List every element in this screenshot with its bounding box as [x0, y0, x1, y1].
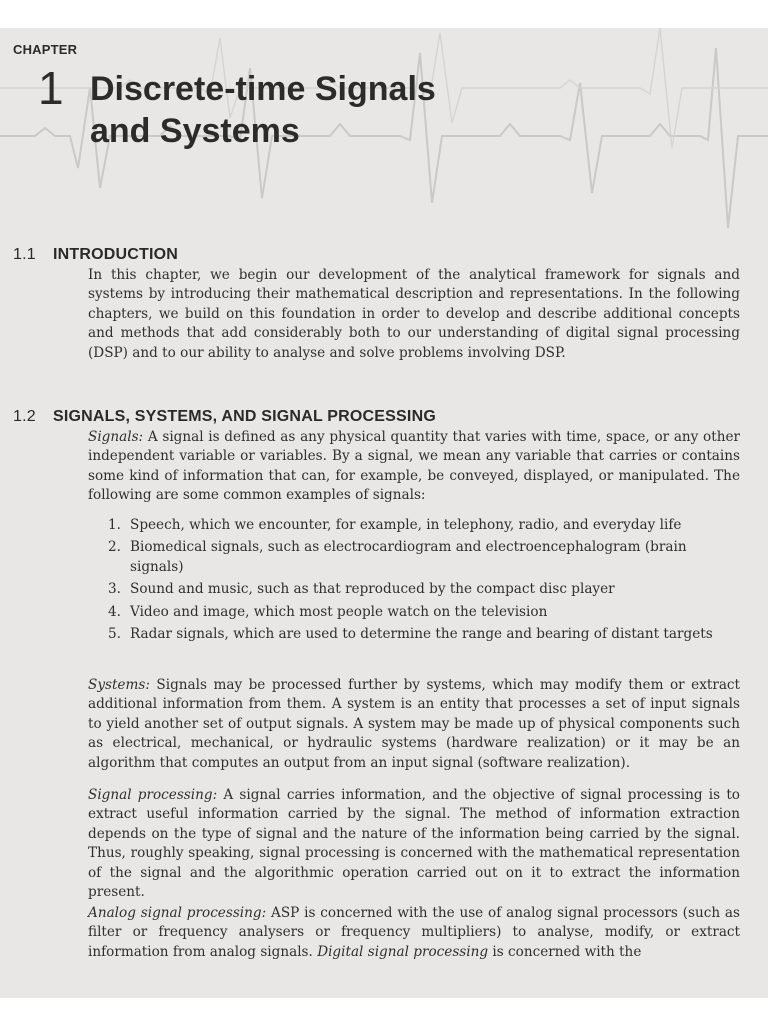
- section-title: INTRODUCTION: [53, 246, 179, 263]
- book-page: [0, 28, 768, 998]
- paragraph-text-tail: is concerned with the: [488, 943, 642, 960]
- term-analog-signal-processing: Analog signal processing:: [88, 905, 267, 921]
- list-number: 4.: [108, 603, 121, 620]
- term-systems: Systems:: [88, 677, 150, 693]
- chapter-title-line-1: Discrete-time Signals: [90, 70, 436, 108]
- list-number: 5.: [108, 626, 121, 643]
- list-item: [108, 603, 740, 622]
- signal-examples-list: [108, 516, 740, 647]
- list-text: Speech, which we encounter, for example, in telephony, radio, and everyday life: [130, 517, 682, 533]
- section-heading-introduction: [13, 246, 178, 264]
- chapter-label: CHAPTER: [13, 42, 78, 57]
- list-item: [108, 580, 740, 599]
- list-text: Sound and music, such as that reproduced by the compact disc player: [130, 581, 615, 598]
- paragraph-text: In this chapter, we begin our development of the analytical framework for signals and systems by introducing their mathematical description and representations. In the following chapters, we build on this foundation in order to develop and describe additional concepts and methods that add considerably both to our understanding of digital signal processing (DSP) and to our ability to analyse and solve problems involving DSP.: [88, 267, 740, 361]
- section-number: 1.2: [13, 408, 36, 425]
- signal-processing-paragraph: [88, 786, 740, 902]
- section-number: 1.1: [13, 246, 36, 263]
- introduction-paragraph: [88, 266, 740, 363]
- paragraph-text: A signal carries information, and the objective of signal processing is to extract useful information carried by the signal. The method of information extraction depends on the type of signal and the nature of the information being carried by the signal. Thus, roughly speaking, signal processing is concerned with the mathematical representation of the signal and the algorithmic operation carried out on it to extract the information present.: [88, 787, 740, 901]
- paragraph-text: A signal is defined as any physical quantity that varies with time, space, or any other independent variable or variables. By a signal, we mean any variable that carries or contains some kind of information that can, for example, be conveyed, displayed, or manipulated. The following are some common examples of signals:: [88, 429, 740, 504]
- term-digital-signal-processing: Digital signal processing: [317, 943, 489, 960]
- list-text: Biomedical signals, such as electrocardiogram and electroencephalogram (brain signals): [130, 539, 687, 575]
- list-number: 2.: [108, 539, 121, 556]
- signals-paragraph: [88, 428, 740, 506]
- list-number: 3.: [108, 581, 121, 598]
- paragraph-text: ASP is concerned with the use of analog signal processors (such as filter or frequency analysers or frequency multipliers) to analyse, modify, or extract information from analog signals.: [88, 905, 740, 960]
- term-signal-processing: Signal processing:: [88, 787, 218, 803]
- list-text: Radar signals, which are used to determine the range and bearing of distant targets: [130, 626, 713, 643]
- list-number: 1.: [108, 517, 121, 533]
- paragraph-text: Signals may be processed further by systems, which may modify them or extract additional information from them. A system is an entity that processes a set of input signals to yield another set of output signals. A system may be made up of physical components such as electrical, mechanical, or hydraulic systems (hardware realization) or it may be an algorithm that computes an output from an input signal (software realization).: [88, 677, 740, 771]
- list-item: [108, 538, 740, 577]
- list-item: [108, 625, 740, 644]
- systems-paragraph: [88, 676, 740, 773]
- chapter-title: [90, 68, 436, 152]
- section-heading-signals-systems: [13, 408, 436, 426]
- analog-signal-processing-paragraph: [88, 904, 740, 962]
- list-item: [108, 516, 740, 535]
- section-title: SIGNALS, SYSTEMS, AND SIGNAL PROCESSING: [53, 408, 436, 425]
- list-text: Video and image, which most people watch on the television: [130, 603, 548, 620]
- term-signals: Signals:: [88, 429, 144, 445]
- chapter-number: 1: [38, 62, 64, 114]
- chapter-title-line-2: and Systems: [90, 112, 300, 150]
